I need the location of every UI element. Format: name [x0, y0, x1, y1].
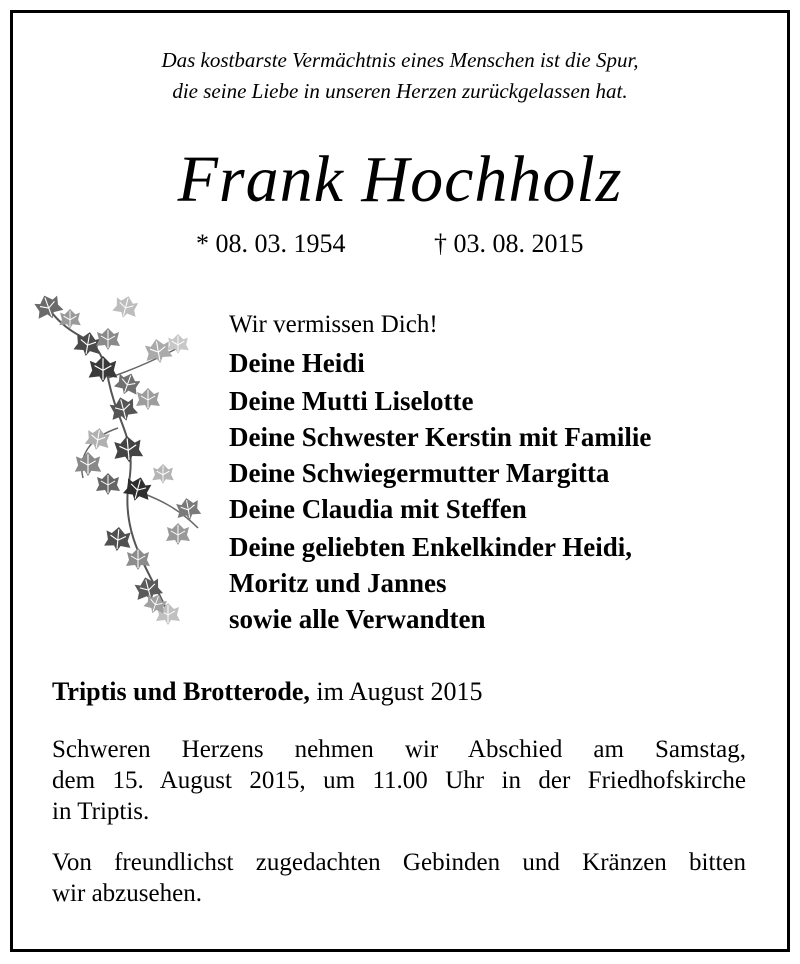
place-names: Triptis und Brotterode, — [52, 677, 310, 706]
place-date-line — [52, 675, 483, 709]
mourner-line: Deine Schwester Kerstin mit Familie — [229, 422, 652, 452]
mourner-line: Moritz und Jannes — [229, 568, 447, 598]
birth-date: * 08. 03. 1954 — [196, 229, 346, 258]
death-date: † 03. 08. 2015 — [434, 229, 584, 258]
ivy-vine-icon — [28, 288, 218, 633]
mourner-line: sowie alle Verwandten — [229, 604, 486, 634]
place-date: im August 2015 — [309, 677, 483, 706]
mourner-line: Deine Schwiegermutter Margitta — [229, 458, 610, 488]
quote-line-2: die seine Liebe in unseren Herzen zurückgelassen hat. — [172, 79, 628, 103]
mourner-line: Deine Heidi — [229, 348, 365, 378]
mourner-line: Deine Mutti Liselotte — [229, 386, 474, 416]
flowers-paragraph — [52, 847, 746, 909]
miss-text: Wir vermissen Dich! — [229, 311, 438, 338]
flowers-line: Von freundlichst zugedachten Gebinden und Kränzen bitten — [52, 849, 746, 876]
funeral-line: Schweren Herzens nehmen wir Abschied am Samstag, — [52, 736, 746, 763]
funeral-line: in Triptis. — [52, 798, 150, 825]
mourner-line: Deine geliebten Enkelkinder Heidi, — [229, 532, 633, 562]
deceased-name: Frank Hochholz — [177, 143, 623, 216]
funeral-line: dem 15. August 2015, um 11.00 Uhr in der Friedhofskirche — [52, 767, 746, 794]
mourner-line: Deine Claudia mit Steffen — [229, 494, 527, 524]
quote-line-1: Das kostbarste Vermächtnis eines Menschen ist die Spur, — [161, 48, 639, 72]
flowers-line: wir abzusehen. — [52, 880, 202, 907]
funeral-paragraph — [52, 734, 746, 827]
